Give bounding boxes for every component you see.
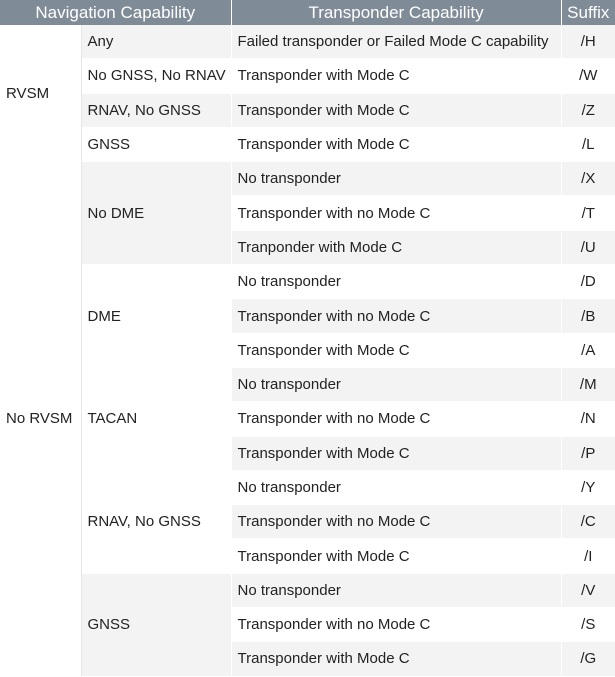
header-row [0,0,615,25]
suffix-cell: /M [561,367,615,401]
transponder-cell: Transponder with Mode C [231,436,561,470]
transponder-cell: Transponder with no Mode C [231,608,561,642]
transponder-cell: Transponder with Mode C [231,642,561,676]
suffix-cell: /L [561,127,615,161]
transponder-cell: No transponder [231,573,561,607]
nav-any: Any [81,25,231,59]
header-suffix: Suffix [561,0,615,25]
table-row [0,573,615,607]
nav-no-gnss-no-rnav: No GNSS, No RNAV [81,59,231,93]
transponder-cell: Tranponder with Mode C [231,230,561,264]
suffix-cell: /H [561,25,615,59]
table-row [0,162,615,196]
transponder-cell: No transponder [231,470,561,504]
nav-rnav-no-gnss: RNAV, No GNSS [81,470,231,573]
transponder-cell: Transponder with no Mode C [231,299,561,333]
suffix-cell: /V [561,573,615,607]
suffix-cell: /W [561,59,615,93]
suffix-cell: /G [561,642,615,676]
suffix-cell: /Z [561,93,615,127]
table-row [0,59,615,93]
nav-no-dme: No DME [81,162,231,265]
suffix-cell: /P [561,436,615,470]
header-transponder-capability: Transponder Capability [231,0,561,25]
table-row [0,93,615,127]
transponder-cell: Failed transponder or Failed Mode C capability [231,25,561,59]
transponder-cell: No transponder [231,265,561,299]
table-row [0,470,615,504]
suffix-cell: /C [561,505,615,539]
transponder-cell: Transponder with Mode C [231,93,561,127]
group-rvsm: RVSM [0,25,81,162]
suffix-cell: /N [561,402,615,436]
transponder-cell: Transponder with Mode C [231,333,561,367]
suffix-cell: /T [561,196,615,230]
table-row [0,25,615,59]
suffix-cell: /I [561,539,615,573]
transponder-cell: Transponder with Mode C [231,539,561,573]
nav-dme: DME [81,265,231,368]
nav-tacan: TACAN [81,367,231,470]
nav-gnss: GNSS [81,127,231,161]
suffix-cell: /S [561,608,615,642]
suffix-cell: /Y [561,470,615,504]
transponder-cell: No transponder [231,367,561,401]
nav-rnav-no-gnss: RNAV, No GNSS [81,93,231,127]
table-row [0,265,615,299]
suffix-cell: /A [561,333,615,367]
suffix-cell: /X [561,162,615,196]
transponder-cell: Transponder with no Mode C [231,402,561,436]
header-navigation-capability: Navigation Capability [0,0,231,25]
transponder-cell: Transponder with no Mode C [231,505,561,539]
transponder-cell: No transponder [231,162,561,196]
nav-gnss: GNSS [81,573,231,676]
table-row [0,367,615,401]
suffix-cell: /D [561,265,615,299]
table-row [0,127,615,161]
transponder-cell: Transponder with Mode C [231,127,561,161]
transponder-cell: Transponder with Mode C [231,59,561,93]
suffix-cell: /B [561,299,615,333]
suffix-cell: /U [561,230,615,264]
transponder-cell: Transponder with no Mode C [231,196,561,230]
group-no-rvsm: No RVSM [0,162,81,676]
